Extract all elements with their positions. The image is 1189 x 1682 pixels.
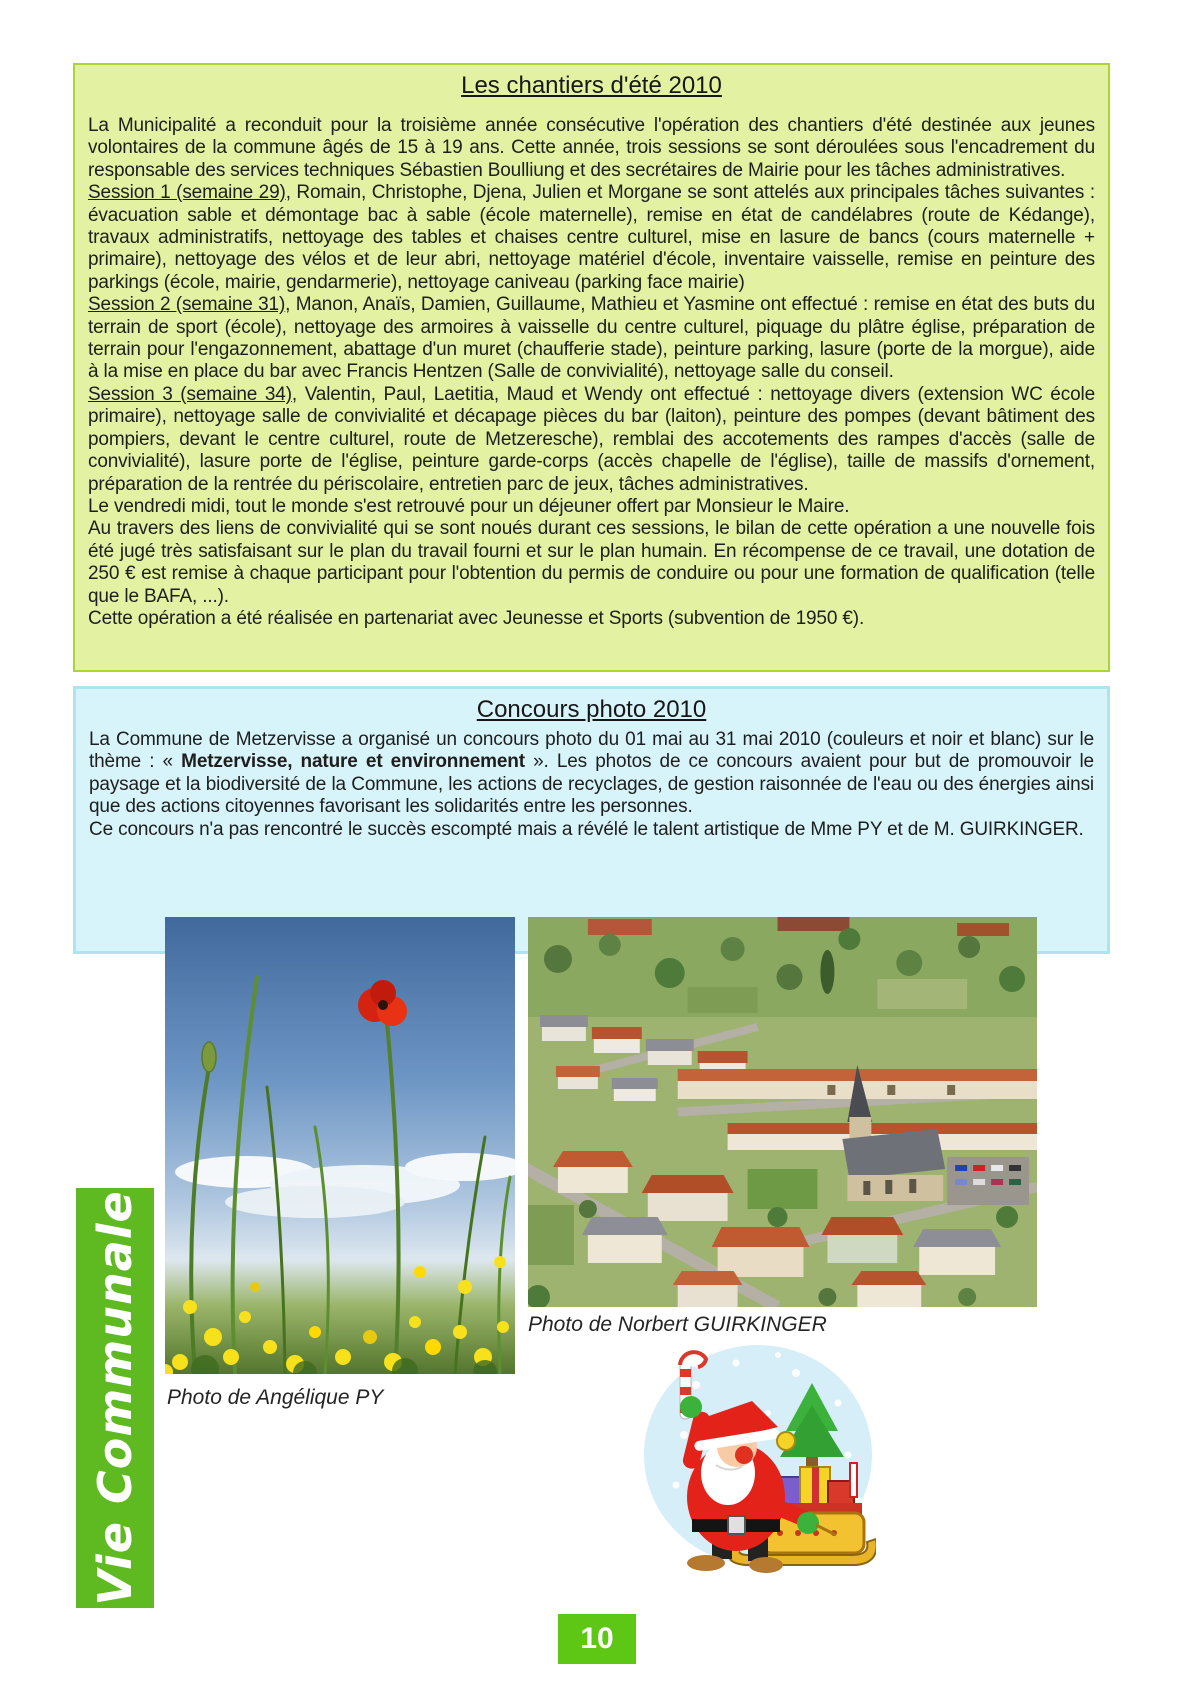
santa-clipart bbox=[636, 1295, 876, 1575]
paragraph: Session 3 (semaine 34), Valentin, Paul, Laetitia, Maud et Wendy ont effectué : nettoyage divers (extension WC école primaire), nettoyage salle de convivialité et décapage pièces du bar (laiton), peinture des pompes (devant bâtiment des pompiers, devant le centre culturel, route de Metzeresche), remblai des accotements des rampes d'accès (salle de convivialité), lasure porte de l'église, peinture garde-corps (accès chapelle de l'église), taille de massifs d'ornement, préparation de la rentrée du périscolaire, entretien parc de jeux, tâches administratives. bbox=[88, 383, 1095, 495]
paragraph: La Municipalité a reconduit pour la troisième année consécutive l'opération des chantiers d'été destinée aux jeunes volontaires de la commune âgés de 15 à 19 ans. Cette année, trois sessions se sont déroulées sous l'encadrement du responsable des services techniques Sébastien Boulliung et des secrétaires de Mairie pour les tâches administratives. bbox=[88, 115, 1095, 181]
parking-lot bbox=[947, 1157, 1029, 1205]
wildflowers-illustration bbox=[165, 917, 515, 1374]
section-concours-photo bbox=[73, 686, 1110, 954]
photo-caption-left: Photo de Angélique PY bbox=[167, 1386, 384, 1409]
paragraph: Session 2 (semaine 31), Manon, Anaïs, Damien, Guillaume, Mathieu et Yasmine ont effectué : remise en état des buts du terrain de sport (école), nettoyage des armoires à vaisselle du centre culturel, piquage du plâtre église, préparation de terrain pour l'engazonnement, abattage d'un muret (chaufferie stade), peinture parking, lasure (porte de la morgue), aide à la mise en place du bar avec Francis Hentzen (Salle de convivialité), nettoyage salle du conseil. bbox=[88, 294, 1095, 383]
photo-aerial-village bbox=[528, 917, 1037, 1307]
paragraph: Cette opération a été réalisée en partenariat avec Jeunesse et Sports (subvention de 1950 €). bbox=[88, 607, 865, 629]
paragraph: Session 1 (semaine 29), Romain, Christophe, Djena, Julien et Morgane se sont attelés aux principales tâches suivantes : évacuation sable et démontage bac à sable (école maternelle), remise en état de candélabres (route de Kédange), travaux administratifs, nettoyage des tables et chaises centre culturel, mise en lasure de bancs (cours maternelle + primaire), nettoyage des vélos et de leur abri, nettoyage matériel d'école, inventaire vaisselle, remise en peinture des parkings (école, mairie, gendarmerie), nettoyage caniveau (parking face mairie) bbox=[88, 182, 1095, 293]
paragraph: La Commune de Metzervisse a organisé un concours photo du 01 mai au 31 mai 2010 (couleurs et noir et blanc) sur le thème : « Metzervisse, nature et environnement ». Les photos de ce concours avaient pour but de promouvoir le paysage et la biodiversité de la Commune, les actions de recyclages, de gestion raisonnée de l'eau ou des énergies ainsi que des actions citoyennes favorisant les solidarités entre les personnes. Ce concours n'a pas rencontré le succès escompté mais a révélé le talent artistique de Mme PY et de M. GUIRKINGER. bbox=[89, 729, 1094, 840]
section-body-chantiers bbox=[88, 115, 1095, 630]
page-number-badge bbox=[558, 1614, 636, 1664]
aerial-village-illustration bbox=[528, 917, 1037, 1307]
sidebar-band-label: Vie Communale bbox=[88, 1190, 142, 1606]
section-title-concours: Concours photo 2010 bbox=[476, 696, 707, 723]
paragraph: Le vendredi midi, tout le monde s'est retrouvé pour un déjeuner offert par Monsieur le Maire. bbox=[88, 495, 850, 517]
section-chantiers-ete bbox=[73, 63, 1110, 672]
section-body-concours bbox=[89, 729, 1094, 841]
photo-caption-right: Photo de Norbert GUIRKINGER bbox=[528, 1313, 827, 1336]
paragraph: Au travers des liens de convivialité qui se sont noués durant ces sessions, le bilan de cette opération a une nouvelle fois été jugé très satisfaisant sur le plan du travail fourni et sur le plan humain. En récompense de ce travail, une dotation de 250 € est remise à chaque participant pour l'obtention du permis de conduire ou pour une formation de qualification (telle que le BAFA, ...). bbox=[88, 518, 1095, 607]
section-title-chantiers: Les chantiers d'été 2010 bbox=[461, 72, 722, 99]
sidebar-band-vie-communale bbox=[76, 1188, 154, 1608]
page-number: 10 bbox=[580, 1622, 614, 1655]
seed-pod bbox=[202, 1042, 216, 1072]
santa-sleigh-icon bbox=[636, 1295, 876, 1575]
photo-wildflowers bbox=[165, 917, 515, 1374]
